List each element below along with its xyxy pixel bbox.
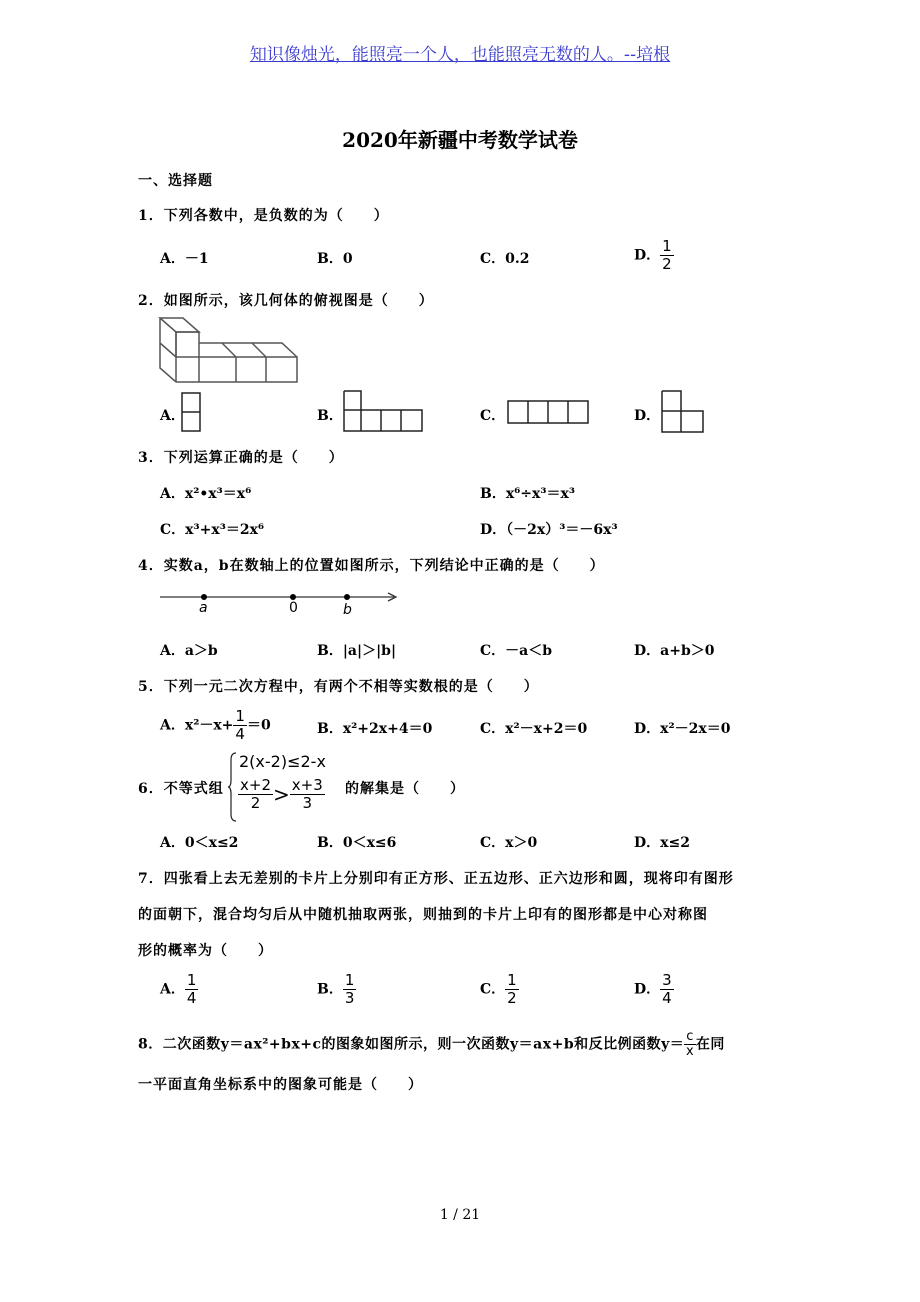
q3-option-a: A．x²•x³＝x⁶ <box>160 486 252 502</box>
inequality-1: 2(x-2)≤2-x <box>239 752 326 771</box>
q7-option-c: C． $\frac{1}{2}$ <box>480 971 517 1007</box>
q3-option-c: C．x³+x³＝2x⁶ <box>160 522 265 538</box>
q1-option-c: C．0.2 <box>480 251 530 267</box>
question-3: 3．下列运算正确的是（ ） <box>138 450 344 466</box>
axis-label-a: a <box>199 600 208 616</box>
axis-label-b: b <box>343 602 352 618</box>
q1-option-b: B．0 <box>317 251 353 267</box>
inequality-2: $\frac{x+2}{2}$ > $\frac{x+3}{3}$ <box>240 776 323 812</box>
q1-option-d: D． $\frac{1}{2}$ <box>634 237 672 273</box>
q4-option-c: C．－a＜b <box>480 643 553 659</box>
q5-option-b: B．x²+2x+4＝0 <box>317 721 433 737</box>
q5-option-d: D．x²－2x＝0 <box>634 721 731 737</box>
question-1: 1．下列各数中，是负数的为（ ） <box>138 208 389 224</box>
q2-option-d-figure <box>661 390 709 436</box>
q2-option-b: B． <box>317 408 343 424</box>
axis-label-0: 0 <box>289 600 298 616</box>
q6-option-c: C．x＞0 <box>480 835 538 851</box>
q6-option-d: D．x≤2 <box>634 835 690 851</box>
q5-option-c: C．x²－x+2＝0 <box>480 721 588 737</box>
brace <box>228 752 238 822</box>
q2-option-a: A． <box>160 408 185 424</box>
q2-option-b-figure <box>343 390 428 434</box>
q4-option-a: A．a＞b <box>160 643 218 659</box>
q7-option-a: A． $\frac{1}{4}$ <box>160 971 197 1007</box>
q6-option-a: A．0＜x≤2 <box>160 835 239 851</box>
q2-option-a-figure <box>181 392 205 434</box>
question-8-line-2: 一平面直角坐标系中的图象可能是（ ） <box>138 1077 423 1093</box>
q3-option-d: D．（－2x）³＝－6x³ <box>480 522 618 538</box>
page-number: 1 / 21 <box>439 1207 481 1223</box>
question-7-line-1: 7．四张看上去无差别的卡片上分别印有正方形、正五边形、正六边形和圆，现将印有图形 <box>138 871 734 887</box>
question-8-line-1: 8．二次函数y＝ax²+bx+c的图象如图所示，则一次函数y＝ax+b和反比例函数y＝ $\frac{c}{x}$ 在同 <box>138 1029 725 1059</box>
question-4: 4．实数a，b在数轴上的位置如图所示，下列结论中正确的是（ ） <box>138 558 605 574</box>
q6-option-b: B．0＜x≤6 <box>317 835 397 851</box>
header-quote: 知识像烛光，能照亮一个人，也能照亮无数的人。--培根 <box>249 45 671 65</box>
number-line <box>160 590 400 622</box>
solid-figure <box>160 318 300 384</box>
question-2: 2．如图所示，该几何体的俯视图是（ ） <box>138 293 434 309</box>
q2-option-c: C． <box>480 408 506 424</box>
question-7-line-3: 形的概率为（ ） <box>138 943 273 959</box>
q7-option-d: D． $\frac{3}{4}$ <box>634 971 672 1007</box>
q4-option-d: D．a+b＞0 <box>634 643 715 659</box>
section-heading: 一、选择题 <box>138 173 213 189</box>
q2-option-c-figure <box>507 400 592 426</box>
question-6-prefix: 6．不等式组 <box>138 781 224 797</box>
question-6-suffix: 的解集是（ ） <box>345 781 465 797</box>
q1-option-a: A．－1 <box>160 251 209 267</box>
q5-option-a: A．x²－x+ $\frac{1}{4}$ ＝0 <box>160 707 271 743</box>
page-title: 2020年新疆中考数学试卷 <box>342 128 578 152</box>
q4-option-b: B．|a|＞|b| <box>317 643 397 659</box>
q7-option-b: B． $\frac{1}{3}$ <box>317 971 355 1007</box>
question-5: 5．下列一元二次方程中，有两个不相等实数根的是（ ） <box>138 679 539 695</box>
question-7-line-2: 的面朝下，混合均匀后从中随机抽取两张，则抽到的卡片上印有的图形都是中心对称图 <box>138 907 708 923</box>
q2-option-d: D． <box>634 408 661 424</box>
q3-option-b: B．x⁶÷x³＝x³ <box>480 486 575 502</box>
